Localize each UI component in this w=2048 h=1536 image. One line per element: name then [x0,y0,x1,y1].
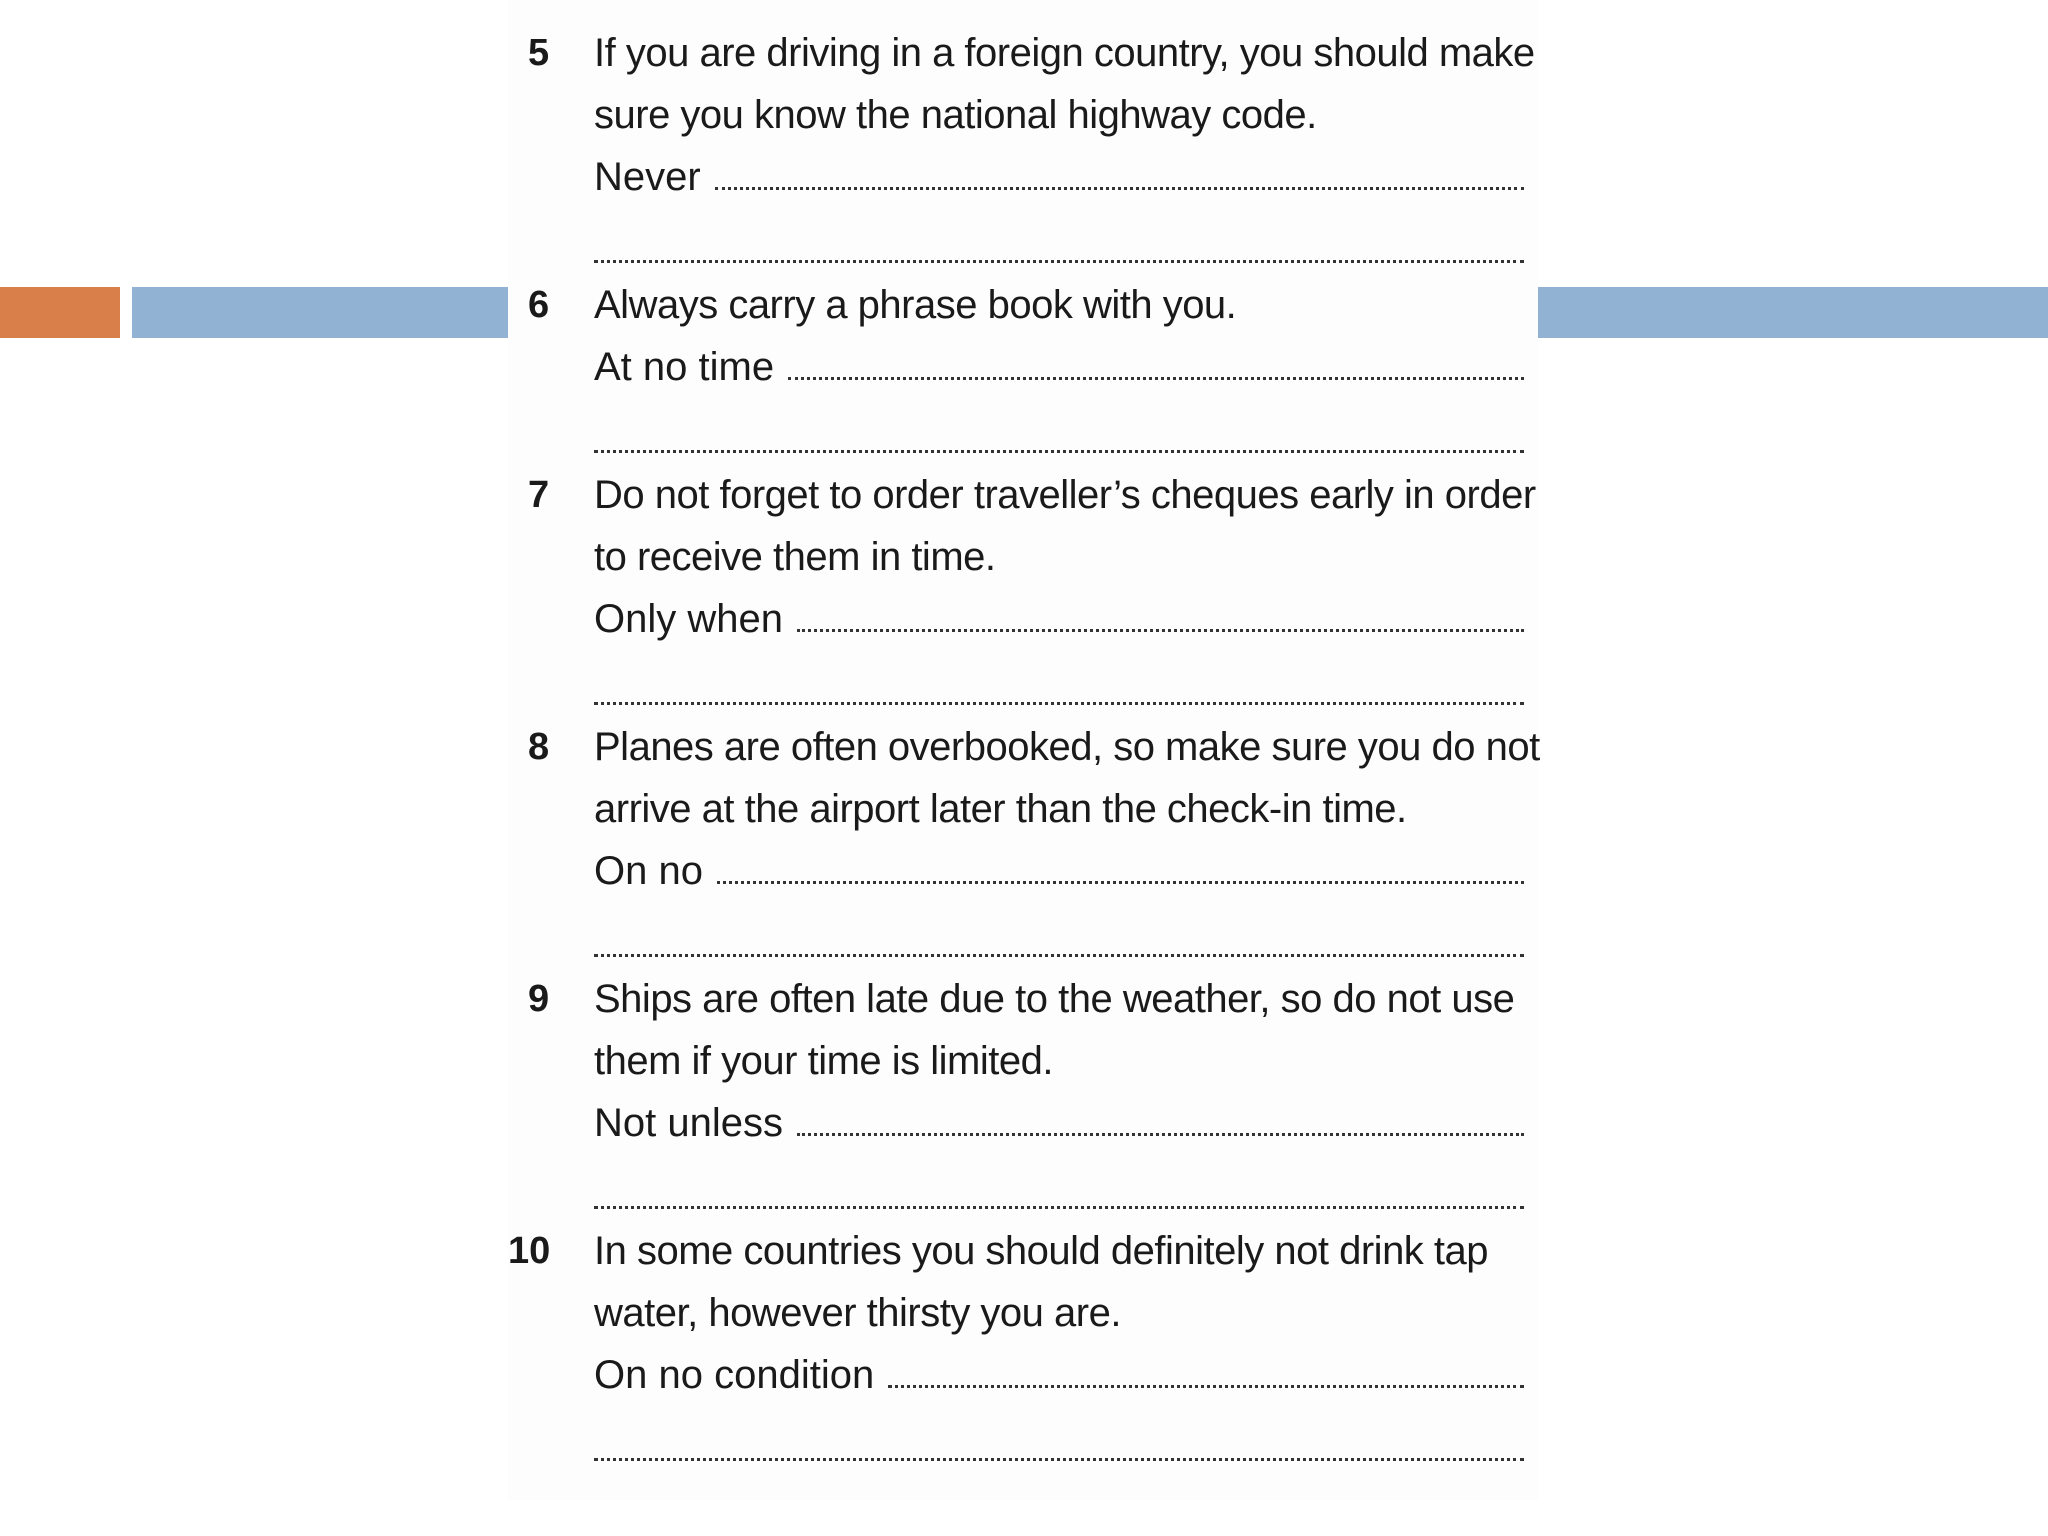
item-number: 10 [508,1230,551,1272]
item-sentence-line-1: Planes are often overbooked, so make sure you do not [594,725,1540,769]
answer-prompt: On no [594,849,703,893]
item-number: 9 [528,978,550,1020]
blue-accent-bar-right [1538,287,2048,338]
answer-blank[interactable] [717,841,1524,884]
answer-prompt: Not unless [594,1101,783,1145]
item-sentence-line-2: arrive at the airport later than the check-in time. [594,787,1407,831]
answer-prompt: On no condition [594,1353,875,1397]
item-sentence-line-1: Do not forget to order traveller’s cheques early in order [594,473,1536,517]
item-sentence-line-2: to receive them in time. [594,535,996,579]
answer-prompt: Never [594,155,701,199]
item-sentence-line-1: Ships are often late due to the weather, so do not use [594,977,1515,1021]
item-number: 7 [528,474,550,516]
answer-row [594,336,1524,398]
answer-prompt: Only when [594,597,783,641]
item-sentence-line-1: If you are driving in a foreign country, you should make [594,31,1535,75]
answer-blank[interactable] [715,147,1524,190]
item-sentence-line-2: them if your time is limited. [594,1039,1053,1083]
answer-row [594,1092,1524,1154]
blue-accent-bar-left [132,287,508,338]
answer-row [594,588,1524,650]
item-sentence-line-1: In some countries you should definitely not drink tap [594,1229,1489,1273]
item-sentence-line-2: sure you know the national highway code. [594,93,1317,137]
answer-prompt: At no time [594,345,775,389]
item-sentence-line-2: water, however thirsty you are. [594,1291,1121,1335]
answer-blank-continuation[interactable] [594,220,1524,263]
answer-row [594,840,1524,902]
answer-blank-continuation[interactable] [594,914,1524,957]
worksheet-scan [508,0,1538,1500]
answer-blank[interactable] [797,589,1524,632]
answer-blank-continuation[interactable] [594,1166,1524,1209]
answer-blank[interactable] [888,1345,1524,1388]
item-number: 6 [528,284,550,326]
item-number: 5 [528,32,550,74]
answer-blank-continuation[interactable] [594,1418,1524,1461]
answer-blank-continuation[interactable] [594,410,1524,453]
answer-blank[interactable] [797,1093,1524,1136]
answer-row [594,146,1524,208]
orange-accent-bar [0,287,120,338]
answer-blank[interactable] [788,337,1524,380]
item-sentence-line-1: Always carry a phrase book with you. [594,283,1237,327]
answer-row [594,1344,1524,1406]
answer-blank-continuation[interactable] [594,662,1524,705]
item-number: 8 [528,726,550,768]
